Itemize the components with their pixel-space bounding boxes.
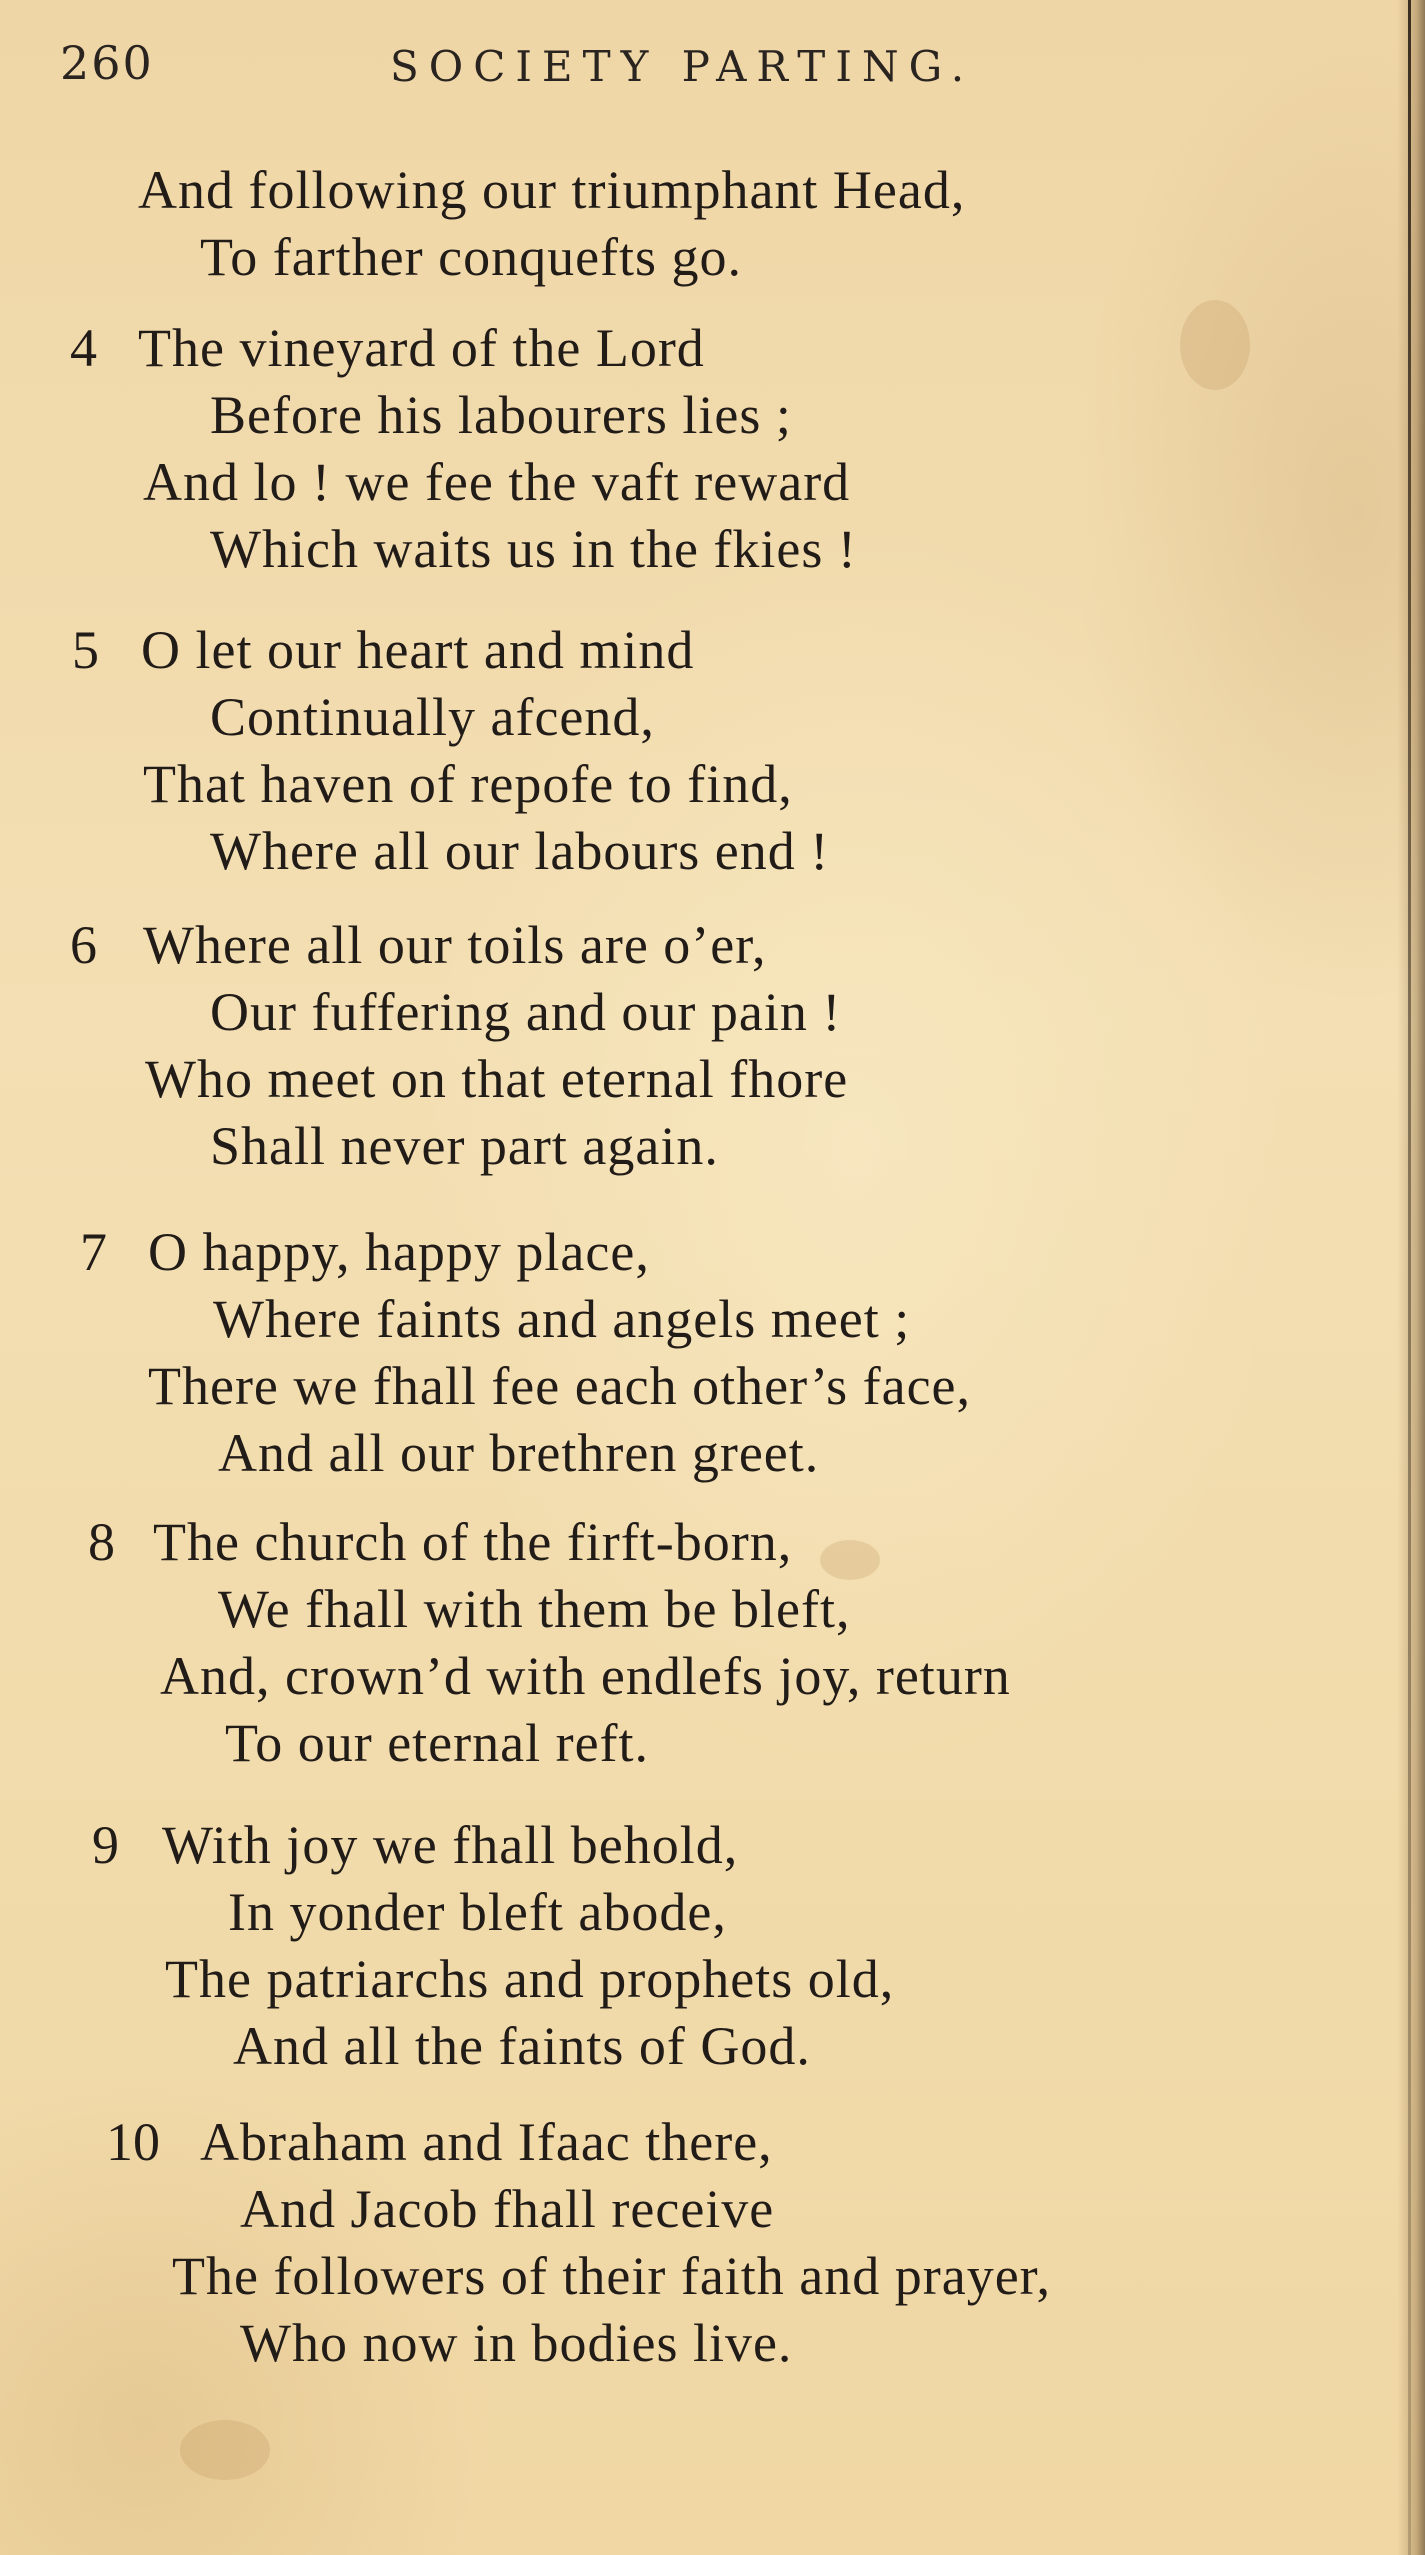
page-number: 260 (60, 36, 154, 90)
verse-line: We fhall with them be bleft, (218, 1579, 851, 1639)
verse-line: Before his labourers lies ; (210, 385, 792, 445)
verse-line: The followers of their faith and prayer, (172, 2246, 1052, 2306)
verse-line: With joy we fhall behold, (162, 1815, 739, 1875)
verse-line: In yonder bleft abode, (228, 1882, 727, 1942)
stanza-number: 5 (72, 620, 99, 680)
stanza-number: 8 (88, 1512, 115, 1572)
verse-line: O let our heart and mind (141, 620, 695, 680)
foxing-spot (180, 2420, 270, 2480)
foxing-spot (1180, 300, 1250, 390)
verse-line: O happy, happy place, (148, 1222, 650, 1282)
verse-line: And all our brethren greet. (218, 1423, 820, 1483)
verse-line: Who meet on that eternal fhore (145, 1049, 849, 1109)
stanza-number: 6 (70, 915, 97, 975)
page-edge-shadow (1397, 0, 1425, 2555)
verse-line: And following our triumphant Head, (138, 160, 966, 220)
verse-line: There we fhall fee each other’s face, (148, 1356, 972, 1416)
verse-line: And all the faints of God. (233, 2016, 811, 2076)
stanza-number: 7 (80, 1222, 107, 1282)
verse-line: Shall never part again. (210, 1116, 719, 1176)
verse-line: And lo ! we fee the vaft reward (143, 452, 851, 512)
running-head: SOCIETY PARTING. (390, 42, 975, 91)
verse-line: Our fuffering and our pain ! (210, 982, 842, 1042)
verse-line: Who now in bodies live. (240, 2313, 793, 2373)
stanza-number: 9 (92, 1815, 119, 1875)
page-header (60, 36, 1060, 96)
verse-line: Where all our toils are o’er, (143, 915, 767, 975)
verse-line: The vineyard of the Lord (138, 318, 705, 378)
page-edge-line (1408, 0, 1411, 2555)
verse-line: Abraham and Ifaac there, (200, 2112, 773, 2172)
verse-line: To our eternal reft. (225, 1713, 650, 1773)
verse-line: Where faints and angels meet ; (213, 1289, 911, 1349)
verse-line: That haven of repofe to find, (143, 754, 793, 814)
verse-line: And, crown’d with endlefs joy, return (160, 1646, 1011, 1706)
verse-line: And Jacob fhall receive (240, 2179, 775, 2239)
foxing-spot (820, 1540, 880, 1580)
stanza-number: 4 (70, 318, 97, 378)
stanza-number: 10 (106, 2112, 160, 2172)
verse-line: Continually afcend, (210, 687, 655, 747)
verse-line: The patriarchs and prophets old, (165, 1949, 895, 2009)
verse-line: Where all our labours end ! (210, 821, 830, 881)
verse-line: To farther conquefts go. (200, 227, 743, 287)
verse-line: The church of the firft-born, (153, 1512, 793, 1572)
verse-line: Which waits us in the fkies ! (210, 519, 857, 579)
